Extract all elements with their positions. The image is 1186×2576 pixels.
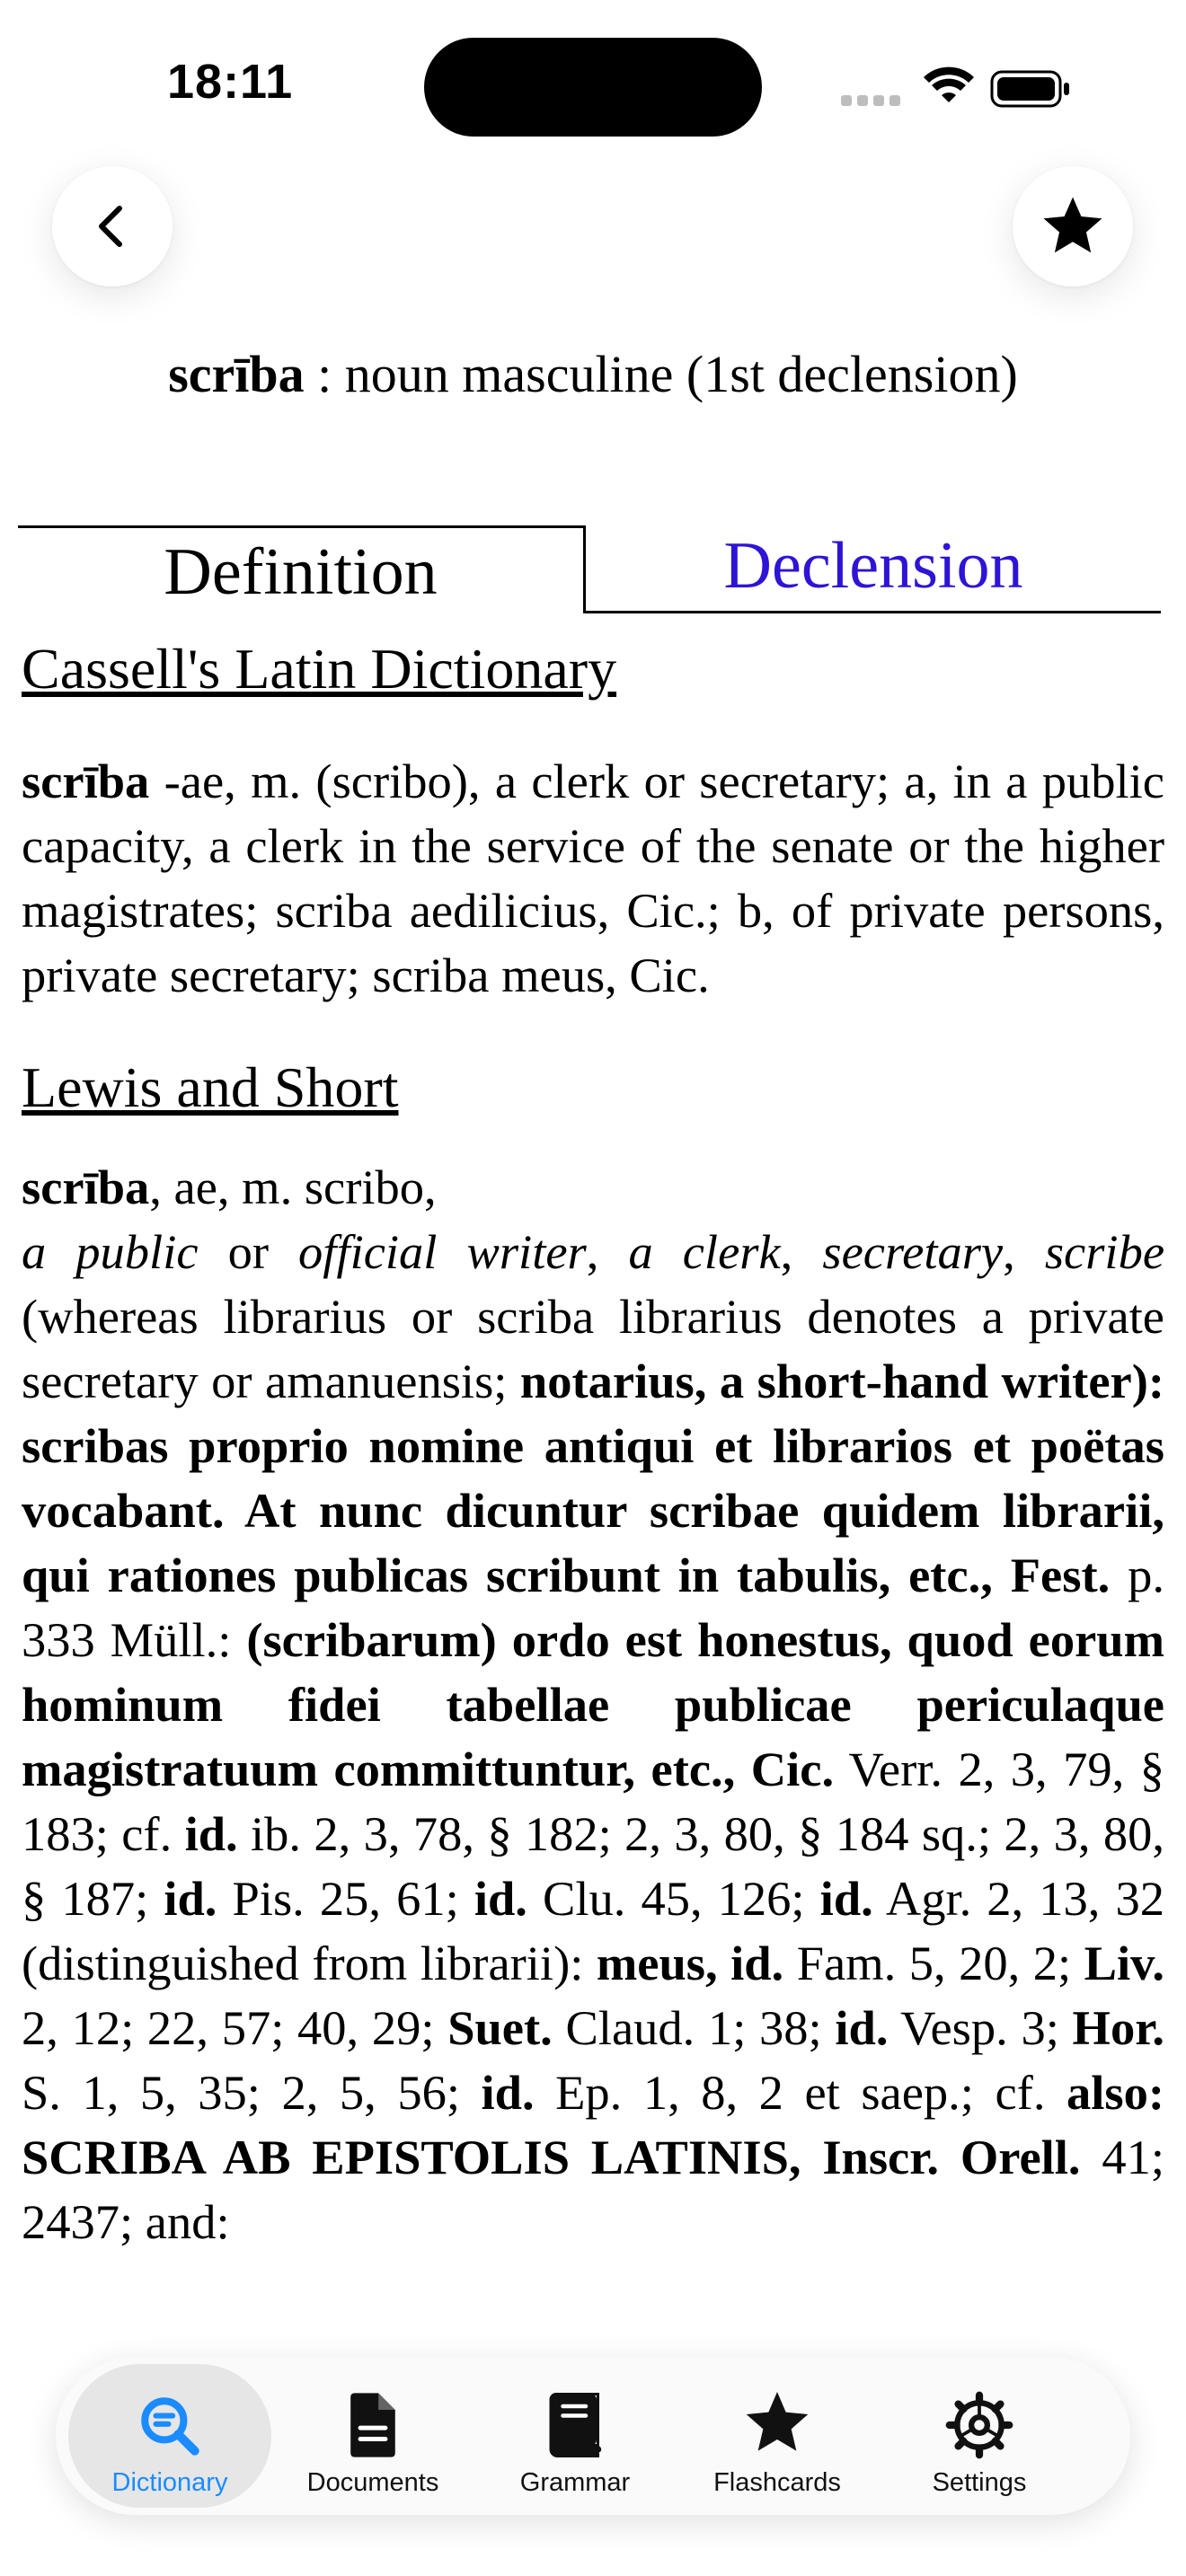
book-icon: [545, 2391, 605, 2459]
magnifier-icon: [137, 2393, 203, 2459]
status-bar: [0, 0, 1186, 171]
word-description: : noun masculine (1st declension): [304, 345, 1018, 403]
cassell-entry: scrība -ae, m. (scribo), a clerk or secretary; a, in a public capacity, a clerk in the service of the senate or the higher magistrates; scriba aedilicius, Cic.; b, of private persons, private secretary; scriba meus, Cic.: [22, 754, 1164, 1002]
tab-grammar-label: Grammar: [519, 2468, 631, 2497]
star-icon: [741, 2387, 813, 2459]
tab-documents[interactable]: [271, 2364, 474, 2508]
lewis-headword: scrība: [22, 1160, 150, 1214]
tab-settings[interactable]: [878, 2364, 1081, 2508]
favorite-button[interactable]: [1013, 166, 1133, 287]
wifi-icon: [924, 67, 974, 102]
gear-icon: [945, 2391, 1013, 2459]
headword: scrība: [168, 345, 305, 403]
tab-documents-label: Documents: [306, 2468, 439, 2497]
tab-flashcards[interactable]: [676, 2364, 879, 2508]
status-time: 18:11: [167, 55, 294, 109]
tab-definition[interactable]: Definition: [18, 525, 586, 613]
status-icons: [841, 63, 1084, 113]
chevron-left-icon: [85, 199, 139, 253]
tab-declension[interactable]: Declension: [586, 525, 1161, 613]
lewis-short-title: Lewis and Short: [22, 1055, 399, 1119]
lewis-short-entry: scrība, ae, m. scribo,: [22, 1160, 437, 1214]
word-header: [0, 343, 1186, 406]
dynamic-island: [424, 38, 762, 137]
segment-tabs: [18, 525, 1161, 615]
definition-content: [22, 629, 1164, 2349]
cassell-title: Cassell's Latin Dictionary: [22, 637, 617, 701]
lewis-short-body: a public or official writer, a clerk, secretary, scribe (whereas librarius or scriba librarius denotes a private secretary or amanuensis; notarius, a short-hand writer): scribas proprio nomine antiqui et librarios et poëtas vocabant. At nunc dicuntur scribae quidem librarii, qui rationes publicas scribunt in tabulis, etc., Fest. p. 333 Müll.: (scribarum) ordo est honestus, quod eorum hominum fidei tabellae publicae periculaque magistratuum committuntur, etc., Cic. Verr. 2, 3, 79, § 183; cf. id. ib. 2, 3, 78, § 182; 2, 3, 80, § 184 sq.; 2, 3, 80, § 187; id. Pis. 25, 61; id. Clu. 45, 126; id. Agr. 2, 13, 32 (distinguished from librarii): meus, id. Fam. 5, 20, 2; Liv. 2, 12; 22, 57; 40, 29; Suet. Claud. 1; 38; id. Vesp. 3; Hor. S. 1, 5, 35; 2, 5, 56; id. Ep. 1, 8, 2 et saep.; cf. also: SCRIBA AB EPISTOLIS LATINIS, Inscr. Orell. 41; 2437; and:: [22, 1224, 1164, 2249]
cassell-headword: scrība: [22, 754, 150, 808]
battery-icon: [992, 72, 1069, 106]
tab-dictionary[interactable]: [68, 2364, 271, 2508]
tab-flashcards-label: Flashcards: [713, 2468, 841, 2497]
tab-grammar[interactable]: [474, 2364, 677, 2508]
document-icon: [345, 2391, 401, 2459]
star-icon: [1038, 191, 1108, 261]
back-button[interactable]: [52, 166, 173, 287]
cellular-signal-icon: [841, 95, 900, 106]
tab-bar: [56, 2357, 1130, 2515]
tab-dictionary-label: Dictionary: [111, 2468, 228, 2497]
tab-settings-label: Settings: [932, 2468, 1027, 2497]
